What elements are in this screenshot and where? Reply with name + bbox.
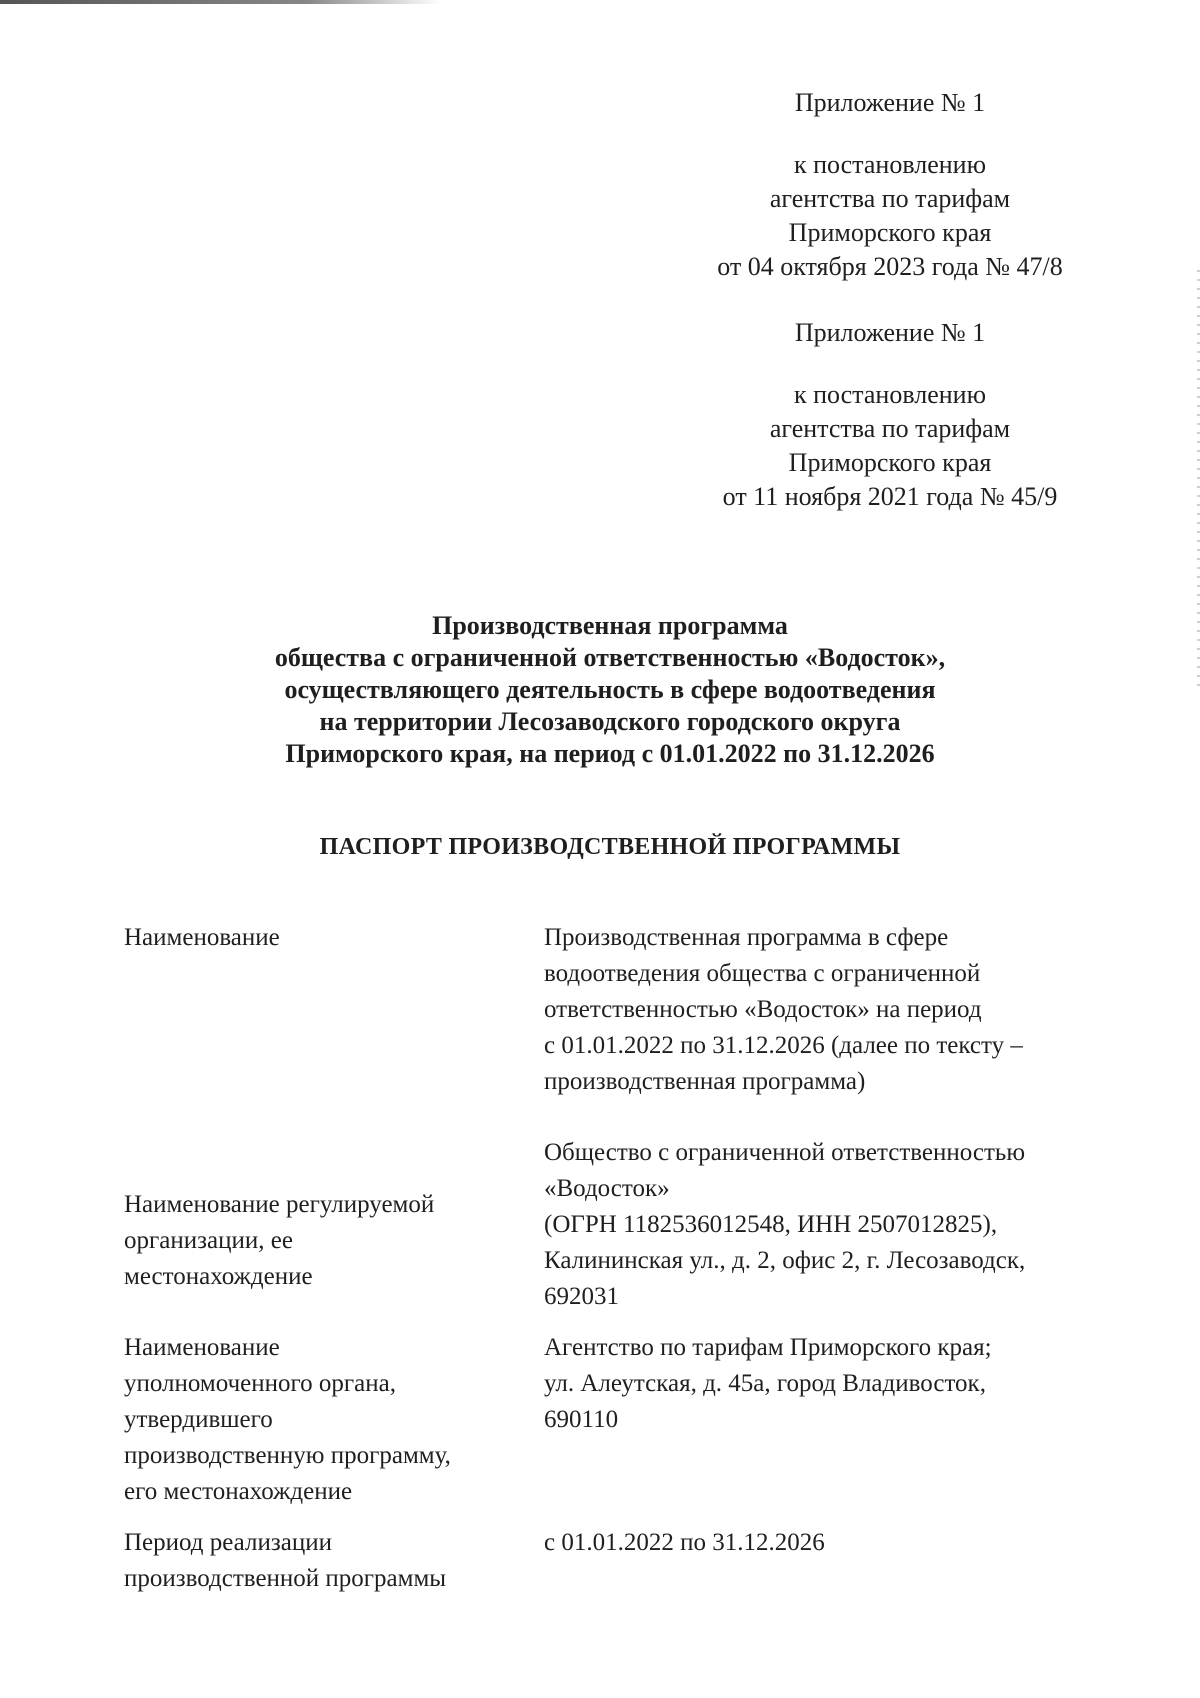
value-line: ответственностью «Водосток» на период <box>544 996 982 1023</box>
passport-row-label <box>124 1525 524 1597</box>
passport-row-value <box>544 1135 1104 1315</box>
passport-row-value <box>544 1525 1104 1561</box>
label-line: уполномоченного органа, <box>124 1370 396 1397</box>
passport-row-value <box>544 920 1104 1100</box>
value-line: с 01.01.2022 по 31.12.2026 <box>544 1529 825 1556</box>
appendix-title: Приложение № 1 <box>794 88 986 117</box>
label-line: производственной программы <box>124 1565 447 1592</box>
program-title-line: Приморского края, на период с 01.01.2022 по 31.12.2026 <box>285 739 935 768</box>
appendix-line: Приморского края <box>788 448 992 477</box>
value-line: 692031 <box>544 1283 619 1310</box>
appendix-line: Приморского края <box>788 218 992 247</box>
value-line: «Водосток» <box>544 1175 670 1202</box>
appendix-block-original <box>690 316 1090 514</box>
value-line: с 01.01.2022 по 31.12.2026 (далее по тексту – <box>544 1032 1023 1059</box>
program-title-line: Производственная программа <box>432 611 788 640</box>
appendix-date-line: от 04 октября 2023 года № 47/8 <box>717 252 1063 281</box>
appendix-line: к постановлению <box>793 150 987 179</box>
appendix-line: к постановлению <box>793 380 987 409</box>
appendix-date-line: от 11 ноября 2021 года № 45/9 <box>722 482 1058 511</box>
passport-row-label <box>124 1330 524 1510</box>
passport-heading: ПАСПОРТ ПРОИЗВОДСТВЕННОЙ ПРОГРАММЫ <box>319 834 901 860</box>
appendix-block-current <box>690 86 1090 284</box>
label-line: Период реализации <box>124 1529 332 1556</box>
value-line: Производственная программа в сфере <box>544 924 949 951</box>
passport-row-label <box>124 1187 524 1295</box>
program-title-line: на территории Лесозаводского городского округа <box>319 707 901 736</box>
value-line: 690110 <box>544 1406 619 1433</box>
label-line: утвердившего <box>124 1406 273 1433</box>
label-line: Наименование <box>124 924 280 951</box>
program-title-line: осуществляющего деятельность в сфере водоотведения <box>284 675 936 704</box>
program-title <box>180 610 1040 770</box>
label-line: Наименование регулируемой <box>124 1191 435 1218</box>
value-line: водоотведения общества с ограниченной <box>544 960 981 987</box>
value-line: Агентство по тарифам Приморского края; <box>544 1334 992 1361</box>
label-line: Наименование <box>124 1334 280 1361</box>
label-line: его местонахождение <box>124 1478 353 1505</box>
passport-row-label <box>124 920 524 956</box>
value-line: ул. Алеутская, д. 45а, город Владивосток, <box>544 1370 986 1397</box>
scan-edge-mark <box>0 0 440 4</box>
appendix-line: агентства по тарифам <box>769 184 1011 213</box>
label-line: производственную программу, <box>124 1442 451 1469</box>
value-line: Калининская ул., д. 2, офис 2, г. Лесозаводск, <box>544 1247 1026 1274</box>
passport-row-value <box>544 1330 1104 1438</box>
label-line: местонахождение <box>124 1263 313 1290</box>
appendix-title: Приложение № 1 <box>794 318 986 347</box>
value-line: (ОГРН 1182536012548, ИНН 2507012825), <box>544 1211 998 1238</box>
program-title-line: общества с ограниченной ответственностью «Водосток», <box>274 643 946 672</box>
appendix-line: агентства по тарифам <box>769 414 1011 443</box>
label-line: организации, ее <box>124 1227 293 1254</box>
value-line: Общество с ограниченной ответственностью <box>544 1139 1025 1166</box>
value-line: производственная программа) <box>544 1068 866 1095</box>
